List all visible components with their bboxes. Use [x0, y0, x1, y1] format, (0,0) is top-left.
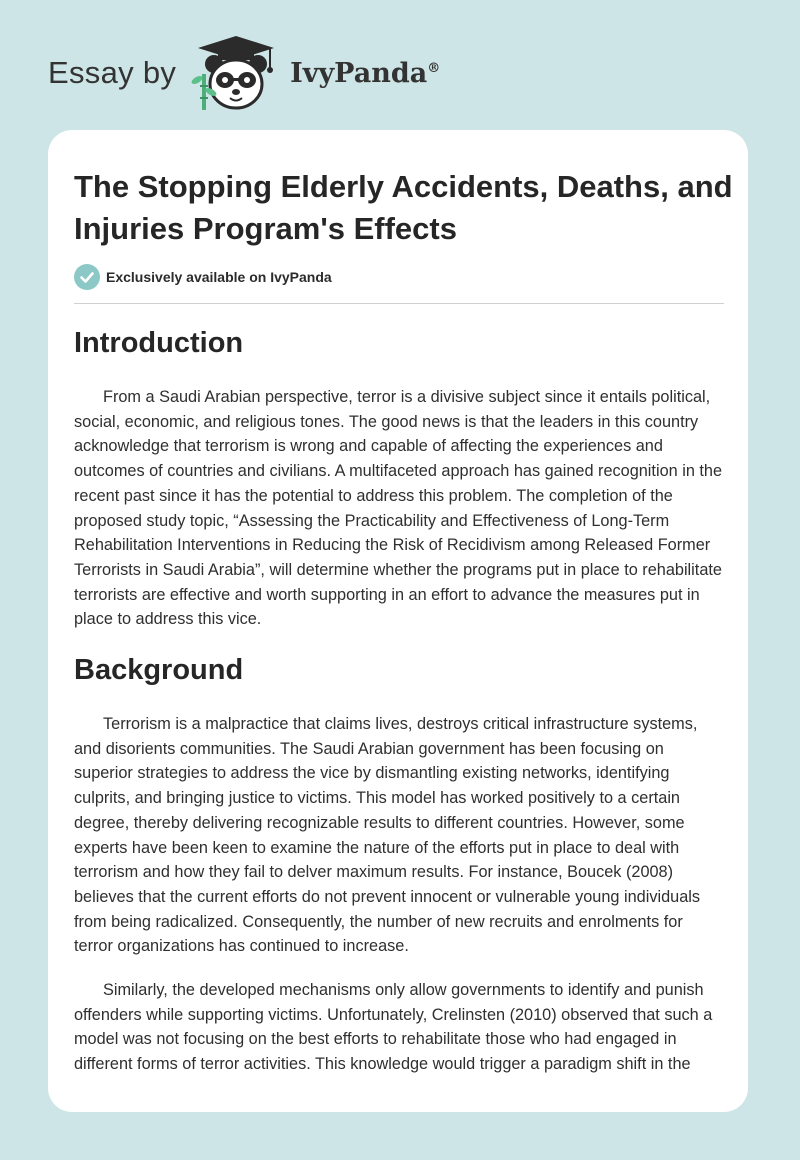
- check-circle-icon: [74, 264, 100, 290]
- essay-card: [48, 130, 748, 1112]
- brand-name: IvyPanda®: [290, 57, 441, 89]
- divider: [74, 303, 724, 304]
- registered-mark: ®: [427, 60, 441, 76]
- page-title: The Stopping Elderly Accidents, Deaths, and Injuries Program's Effects: [74, 169, 733, 246]
- paragraph: Terrorism is a malpractice that claims lives, destroys critical infrastructure systems, and disorients communities. The Saudi Arabian government has been focusing on superior strategies to address the vice by dismantling existing networks, identifying culprits, and bringing justice to victims. This model has worked positively to a certain degree, thereby delivering recognizable results to different countries. However, some experts have been keen to examine the nature of the efforts put in place to deal with terrorism and how they fail to delver maximum results. For instance, Boucek (2008) believes that the current efforts do not prevent innocent or vulnerable young individuals from being radicalized. Consequently, the number of new recruits and enrolments for terror organizations has continued to increase.: [74, 715, 701, 956]
- brand-logo[interactable]: [48, 34, 440, 112]
- brand-prefix: Essay by: [48, 55, 177, 90]
- section-heading-background: Background: [74, 654, 244, 686]
- paragraph: From a Saudi Arabian perspective, terror is a divisive subject since it entails political, social, economic, and religious tones. The good news is that the leaders in this country acknowledge that terrorism is wrong and capable of affecting the experiences and outcomes of countries and civilians. A multifaceted approach has gained recognition in the recent past since it has the potential to address this problem. The completion of the proposed study topic, “Assessing the Practicability and Effectiveness of Long-Term Rehabilitation Interventions in Reducing the Risk of Recidivism among Released Former Terrorists in Saudi Arabia”, will determine whether the programs put in place to rehabilitate terrorists are effective and worth supporting in an effort to advance the measures put in place to address this vice.: [74, 388, 723, 629]
- exclusive-badge: [74, 264, 332, 290]
- panda-mascot-icon: [190, 34, 282, 112]
- paragraph: Similarly, the developed mechanisms only allow governments to identify and punish offenders while supporting victims. Unfortunately, Crelinsten (2010) observed that such a model was not focusing on the best efforts to rehabilitate those who had engaged in different forms of terror activities. This knowledge would trigger a paradigm shift in the: [74, 981, 713, 1074]
- exclusive-label: Exclusively available on IvyPanda: [106, 269, 332, 285]
- section-heading-introduction: Introduction: [74, 327, 244, 359]
